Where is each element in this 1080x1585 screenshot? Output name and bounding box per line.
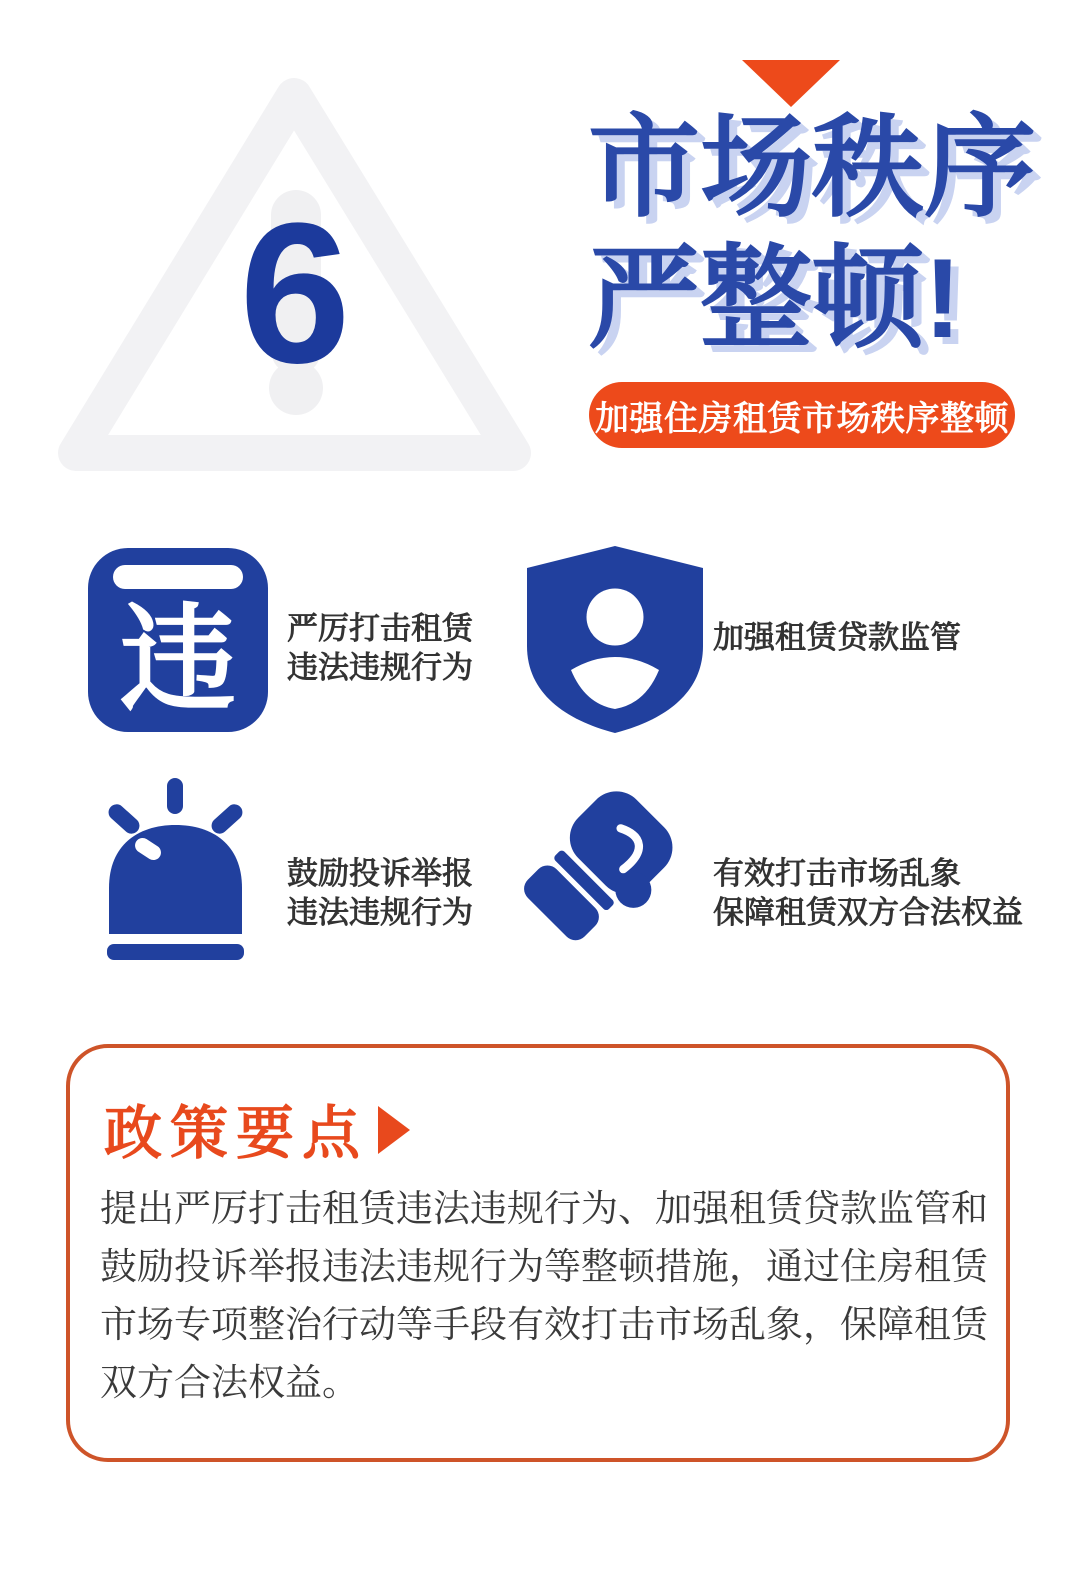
feature-text-protect-rights: 有效打击市场乱象 保障租赁双方合法权益	[713, 856, 1023, 930]
policy-heading: 政策要点	[104, 1101, 369, 1166]
page-title-line-1: 市场秩序	[588, 105, 1036, 230]
subtitle-badge: 加强住房租赁市场秩序整顿	[589, 382, 1015, 448]
policy-body-text: 提出严厉打击租赁违法违规行为、加强租赁贷款监管和 鼓励投诉举报违法违规行为等整顿措施，通过住房租赁 市场专项整治行动等手段有效打击市场乱象，保障租赁 双方合法权益。	[100, 1188, 988, 1403]
shield-user-icon	[527, 546, 703, 733]
page-title-line-2: 严整顿!	[588, 236, 962, 362]
down-arrow-icon	[742, 60, 840, 107]
play-arrow-icon	[378, 1106, 410, 1154]
boxing-glove-icon	[515, 776, 687, 960]
page-title	[588, 102, 1036, 364]
feature-text-crackdown: 严厉打击租赁 违法违规行为	[287, 611, 473, 685]
feature-text-loan-supervision: 加强租赁贷款监管	[713, 620, 961, 655]
policy-heading-row	[104, 1086, 410, 1170]
siren-icon	[103, 772, 248, 962]
violation-glyph: 违	[120, 594, 236, 724]
violation-sign-icon	[88, 548, 268, 732]
issue-number: 6	[239, 182, 351, 405]
feature-text-report: 鼓励投诉举报 违法违规行为	[287, 856, 473, 930]
